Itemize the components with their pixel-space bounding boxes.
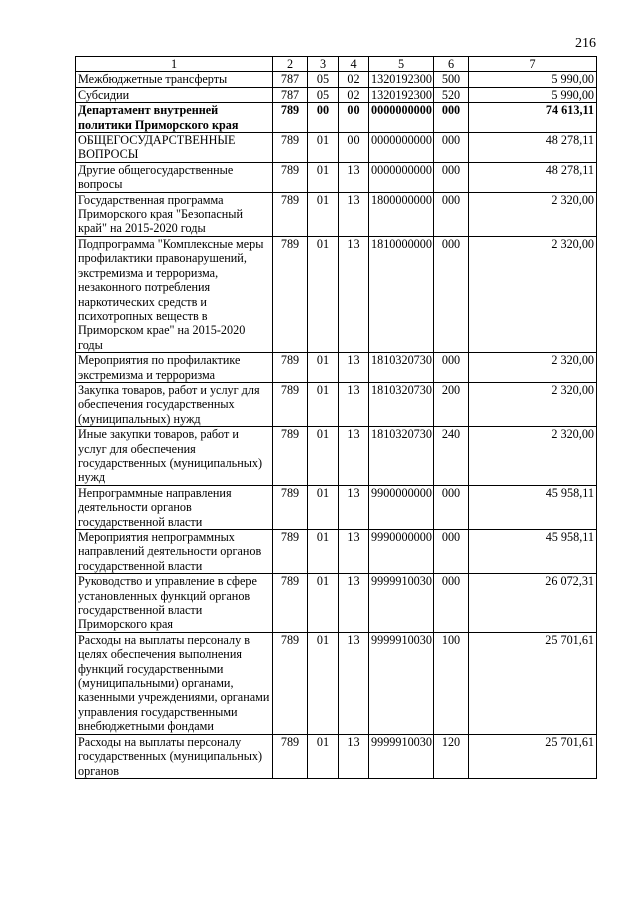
expense-type-code: 120 xyxy=(434,734,469,778)
table-row xyxy=(76,236,597,352)
target-article-code: 9999910030 xyxy=(369,574,434,633)
subsection-code: 00 xyxy=(339,133,369,163)
column-header: 6 xyxy=(434,57,469,72)
table-row xyxy=(76,162,597,192)
expense-type-code: 000 xyxy=(434,103,469,133)
subsection-code: 13 xyxy=(339,236,369,352)
expense-type-code: 000 xyxy=(434,192,469,236)
amount: 48 278,11 xyxy=(469,162,597,192)
item-name: Департамент внутренней политики Приморского края xyxy=(76,103,273,133)
table-row xyxy=(76,133,597,163)
ministry-code: 789 xyxy=(273,427,308,486)
target-article-code: 9990000000 xyxy=(369,530,434,574)
expense-type-code: 000 xyxy=(434,236,469,352)
table-row xyxy=(76,72,597,87)
expense-type-code: 000 xyxy=(434,485,469,529)
column-header: 1 xyxy=(76,57,273,72)
section-code: 01 xyxy=(308,162,339,192)
expense-type-code: 000 xyxy=(434,574,469,633)
column-header: 2 xyxy=(273,57,308,72)
amount: 25 701,61 xyxy=(469,632,597,734)
amount: 25 701,61 xyxy=(469,734,597,778)
target-article-code: 9900000000 xyxy=(369,485,434,529)
expense-type-code: 000 xyxy=(434,530,469,574)
target-article-code: 0000000000 xyxy=(369,133,434,163)
target-article-code: 9999910030 xyxy=(369,632,434,734)
amount: 45 958,11 xyxy=(469,485,597,529)
amount: 45 958,11 xyxy=(469,530,597,574)
subsection-code: 13 xyxy=(339,427,369,486)
ministry-code: 789 xyxy=(273,485,308,529)
amount: 26 072,31 xyxy=(469,574,597,633)
ministry-code: 787 xyxy=(273,72,308,87)
ministry-code: 789 xyxy=(273,734,308,778)
column-header: 4 xyxy=(339,57,369,72)
item-name: Межбюджетные трансферты xyxy=(76,72,273,87)
section-code: 01 xyxy=(308,427,339,486)
section-code: 01 xyxy=(308,192,339,236)
item-name: Закупка товаров, работ и услуг для обеспечения государственных (муниципальных) нужд xyxy=(76,382,273,426)
subsection-code: 13 xyxy=(339,485,369,529)
subsection-code: 02 xyxy=(339,72,369,87)
item-name: Расходы на выплаты персоналу в целях обеспечения выполнения функций государственными (муниципальными) органами, казенными учреждениями, органами управления государственными внебюджетными фондами xyxy=(76,632,273,734)
target-article-code: 1810320730 xyxy=(369,353,434,383)
section-code: 01 xyxy=(308,530,339,574)
section-code: 01 xyxy=(308,382,339,426)
section-code: 01 xyxy=(308,485,339,529)
section-code: 01 xyxy=(308,133,339,163)
expense-type-code: 100 xyxy=(434,632,469,734)
column-header: 7 xyxy=(469,57,597,72)
table-row xyxy=(76,632,597,734)
expense-type-code: 500 xyxy=(434,72,469,87)
item-name: ОБЩЕГОСУДАРСТВЕННЫЕ ВОПРОСЫ xyxy=(76,133,273,163)
ministry-code: 789 xyxy=(273,574,308,633)
amount: 2 320,00 xyxy=(469,427,597,486)
subsection-code: 13 xyxy=(339,734,369,778)
expense-type-code: 000 xyxy=(434,162,469,192)
subsection-code: 13 xyxy=(339,353,369,383)
expense-type-code: 520 xyxy=(434,87,469,102)
section-code: 05 xyxy=(308,72,339,87)
subsection-code: 13 xyxy=(339,574,369,633)
subsection-code: 13 xyxy=(339,530,369,574)
amount: 48 278,11 xyxy=(469,133,597,163)
ministry-code: 789 xyxy=(273,162,308,192)
item-name: Другие общегосударственные вопросы xyxy=(76,162,273,192)
section-code: 01 xyxy=(308,353,339,383)
item-name: Иные закупки товаров, работ и услуг для обеспечения государственных (муниципальных) нужд xyxy=(76,427,273,486)
item-name: Руководство и управление в сфере установленных функций органов государственной власти Приморского края xyxy=(76,574,273,633)
section-code: 01 xyxy=(308,236,339,352)
table-row xyxy=(76,574,597,633)
section-code: 01 xyxy=(308,632,339,734)
item-name: Государственная программа Приморского края "Безопасный край" на 2015-2020 годы xyxy=(76,192,273,236)
ministry-code: 789 xyxy=(273,353,308,383)
subsection-code: 13 xyxy=(339,632,369,734)
ministry-code: 789 xyxy=(273,632,308,734)
table-row xyxy=(76,485,597,529)
ministry-code: 789 xyxy=(273,236,308,352)
item-name: Расходы на выплаты персоналу государственных (муниципальных) органов xyxy=(76,734,273,778)
ministry-code: 787 xyxy=(273,87,308,102)
table-row xyxy=(76,382,597,426)
subsection-code: 13 xyxy=(339,162,369,192)
section-code: 05 xyxy=(308,87,339,102)
amount: 5 990,00 xyxy=(469,72,597,87)
target-article-code: 1320192300 xyxy=(369,87,434,102)
subsection-code: 13 xyxy=(339,382,369,426)
amount: 2 320,00 xyxy=(469,353,597,383)
item-name: Субсидии xyxy=(76,87,273,102)
table-body xyxy=(76,72,597,779)
section-code: 01 xyxy=(308,734,339,778)
ministry-code: 789 xyxy=(273,103,308,133)
expense-type-code: 200 xyxy=(434,382,469,426)
amount: 2 320,00 xyxy=(469,192,597,236)
item-name: Мероприятия по профилактике экстремизма и терроризма xyxy=(76,353,273,383)
table-row xyxy=(76,192,597,236)
section-code: 00 xyxy=(308,103,339,133)
table-row xyxy=(76,353,597,383)
target-article-code: 1800000000 xyxy=(369,192,434,236)
ministry-code: 789 xyxy=(273,382,308,426)
subsection-code: 00 xyxy=(339,103,369,133)
target-article-code: 1810320730 xyxy=(369,427,434,486)
amount: 5 990,00 xyxy=(469,87,597,102)
table-row xyxy=(76,87,597,102)
table-header-row xyxy=(76,57,597,72)
ministry-code: 789 xyxy=(273,530,308,574)
target-article-code: 0000000000 xyxy=(369,103,434,133)
amount: 2 320,00 xyxy=(469,236,597,352)
amount: 2 320,00 xyxy=(469,382,597,426)
target-article-code: 1810320730 xyxy=(369,382,434,426)
budget-table xyxy=(75,56,597,779)
expense-type-code: 240 xyxy=(434,427,469,486)
ministry-code: 789 xyxy=(273,192,308,236)
target-article-code: 9999910030 xyxy=(369,734,434,778)
ministry-code: 789 xyxy=(273,133,308,163)
table-row xyxy=(76,427,597,486)
item-name: Непрограммные направления деятельности органов государственной власти xyxy=(76,485,273,529)
target-article-code: 1810000000 xyxy=(369,236,434,352)
subsection-code: 13 xyxy=(339,192,369,236)
column-header: 5 xyxy=(369,57,434,72)
table-row xyxy=(76,103,597,133)
item-name: Мероприятия непрограммных направлений деятельности органов государственной власти xyxy=(76,530,273,574)
table-row xyxy=(76,734,597,778)
subsection-code: 02 xyxy=(339,87,369,102)
section-code: 01 xyxy=(308,574,339,633)
target-article-code: 0000000000 xyxy=(369,162,434,192)
amount: 74 613,11 xyxy=(469,103,597,133)
table-row xyxy=(76,530,597,574)
expense-type-code: 000 xyxy=(434,133,469,163)
item-name: Подпрограмма "Комплексные меры профилактики правонарушений, экстремизма и терроризма, незаконного потребления наркотических средств и психотропных веществ в Приморском крае" на 2015-2020 годы xyxy=(76,236,273,352)
expense-type-code: 000 xyxy=(434,353,469,383)
target-article-code: 1320192300 xyxy=(369,72,434,87)
page-number: 216 xyxy=(575,36,596,51)
column-header: 3 xyxy=(308,57,339,72)
